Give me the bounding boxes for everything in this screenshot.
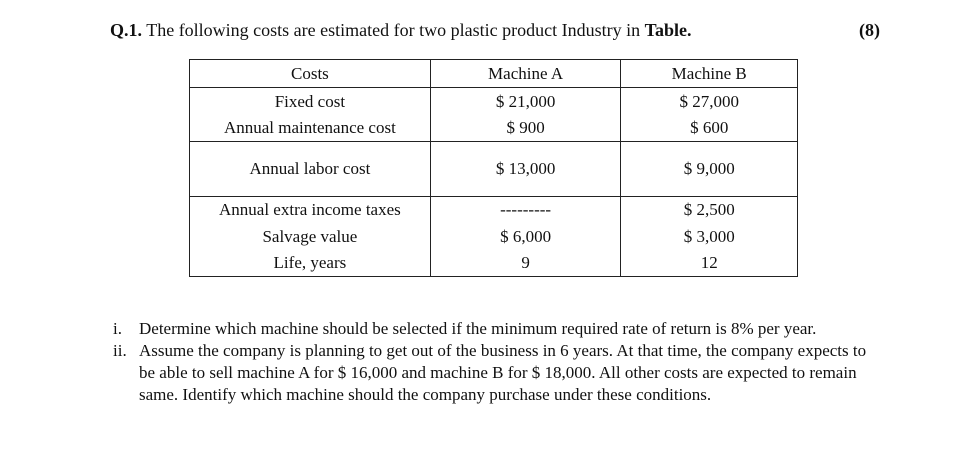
sub-question-number: ii. [113,341,127,360]
machine-a-value: $ 6,000 [430,224,621,250]
table-row [190,116,798,142]
row-label: Annual labor cost [190,142,431,197]
table-reference: Table. [644,20,692,40]
marks-label: (8) [859,20,880,40]
machine-b-value: $ 600 [621,116,798,142]
row-label: Life, years [190,250,431,277]
table-row [190,197,798,224]
question-text: The following costs are estimated for two plastic product Industry in [146,20,641,40]
question-number: Q.1. [110,20,143,40]
table-row [190,142,798,197]
sub-questions [113,318,883,406]
machine-b-value: $ 3,000 [621,224,798,250]
header-costs: Costs [190,60,431,88]
machine-b-value: 12 [621,250,798,277]
sub-question [113,318,883,340]
machine-a-value: $ 900 [430,116,621,142]
machine-a-value: 9 [430,250,621,277]
sub-question [113,340,883,406]
table-header-row [190,60,798,88]
row-label: Fixed cost [190,88,431,116]
machine-a-value: $ 13,000 [430,142,621,197]
header-machine-a: Machine A [430,60,621,88]
table-row [190,224,798,250]
row-label: Annual maintenance cost [190,116,431,142]
machine-b-value: $ 2,500 [621,197,798,224]
sub-question-text: Assume the company is planning to get out of the business in 6 years. At that time, the company expects to be able to sell machine A for $ 16,000 and machine B for $ 18,000. All other costs are expected to remain same. Identify which machine should the company purchase under these conditions. [139,341,867,404]
sub-question-number: i. [113,319,122,338]
table-row [190,88,798,116]
costs-table [189,59,798,277]
machine-b-value: $ 27,000 [621,88,798,116]
sub-question-text: Determine which machine should be selected if the minimum required rate of return is 8% per year. [139,319,817,338]
row-label: Salvage value [190,224,431,250]
machine-b-value: $ 9,000 [621,142,798,197]
header-machine-b: Machine B [621,60,798,88]
question-heading [110,20,880,46]
machine-a-value: --------- [430,197,621,224]
machine-a-value: $ 21,000 [430,88,621,116]
table-row [190,250,798,277]
row-label: Annual extra income taxes [190,197,431,224]
